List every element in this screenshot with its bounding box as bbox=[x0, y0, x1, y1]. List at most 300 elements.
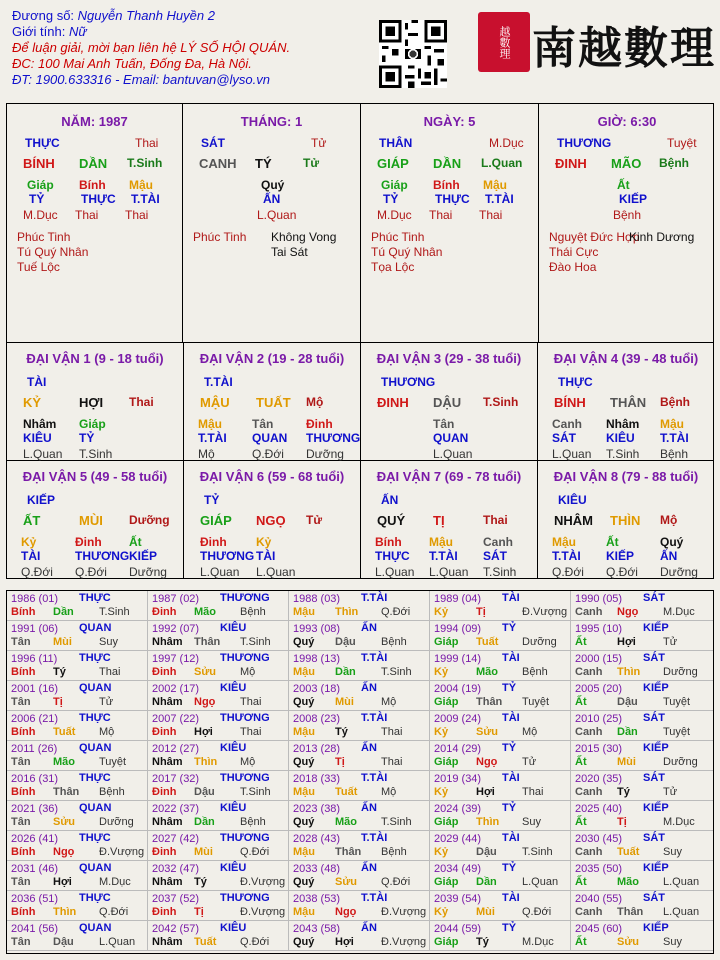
year-branch: Ngọ bbox=[617, 606, 639, 618]
year-cell bbox=[7, 861, 148, 891]
pillar-column bbox=[539, 104, 715, 342]
year-label: 2029 (44) bbox=[434, 833, 482, 845]
year-stem: Mậu bbox=[293, 846, 315, 858]
year-label: 1989 (04) bbox=[434, 593, 482, 605]
hidden-stage: Q.Đới bbox=[75, 565, 107, 579]
year-ten-god: QUAN bbox=[79, 742, 112, 754]
year-label: 2000 (15) bbox=[575, 653, 623, 665]
year-branch: Dậu bbox=[335, 636, 356, 648]
year-ten-god: KIÊU bbox=[220, 622, 247, 634]
year-stem: Kỷ bbox=[434, 846, 449, 858]
red-seal-stamp bbox=[478, 12, 530, 72]
year-cell bbox=[289, 681, 430, 711]
hidden-stem: Tân bbox=[433, 417, 455, 431]
shen-sha-star: Phúc Tinh bbox=[17, 230, 71, 244]
year-branch: Dần bbox=[617, 726, 638, 738]
year-label: 2033 (48) bbox=[293, 863, 341, 875]
hidden-ten-god: T.TÀI bbox=[660, 431, 689, 445]
year-ten-god: TÀI bbox=[502, 592, 520, 604]
year-ten-god: THỰC bbox=[79, 592, 111, 604]
hidden-ten-god: TỶ bbox=[79, 431, 95, 445]
year-label: 2004 (19) bbox=[434, 683, 482, 695]
year-stage: Tử bbox=[99, 696, 114, 708]
dai-van-ten-god: T.TÀI bbox=[204, 375, 233, 389]
dai-van-stem: ĐINH bbox=[377, 395, 409, 410]
hidden-ten-god: KIẾP bbox=[619, 192, 648, 206]
dai-van-branch: DẬU bbox=[433, 395, 462, 410]
hidden-stem: Quý bbox=[660, 535, 684, 549]
year-stem: Nhâm bbox=[152, 636, 183, 648]
year-label: 1997 (12) bbox=[152, 653, 200, 665]
year-stage: Tuyệt bbox=[663, 696, 691, 708]
hidden-stage: Bệnh bbox=[613, 208, 642, 222]
year-cell bbox=[571, 681, 713, 711]
year-branch: Sửu bbox=[53, 816, 76, 828]
year-ten-god: QUAN bbox=[79, 862, 112, 874]
year-stage: Thai bbox=[381, 756, 403, 768]
year-label: 2016 (31) bbox=[11, 773, 59, 785]
year-ten-god: SÁT bbox=[643, 892, 665, 904]
year-stem: Canh bbox=[575, 906, 603, 918]
year-stage: Mộ bbox=[381, 786, 397, 798]
year-branch: Tý bbox=[335, 726, 348, 738]
hidden-ten-god: T.TÀI bbox=[429, 549, 458, 563]
year-ten-god: T.TÀI bbox=[361, 592, 388, 604]
year-stem: Tân bbox=[11, 756, 31, 768]
dai-van-stage: Dưỡng bbox=[129, 513, 170, 527]
year-stage: Tuyệt bbox=[99, 756, 127, 768]
year-stage: T.Sinh bbox=[381, 666, 412, 678]
year-label: 1999 (14) bbox=[434, 653, 482, 665]
year-label: 2028 (43) bbox=[293, 833, 341, 845]
year-stage: Q.Đới bbox=[381, 606, 411, 618]
year-cell bbox=[430, 891, 571, 921]
hidden-stage: M.Dục bbox=[23, 208, 58, 222]
year-branch: Mùi bbox=[335, 696, 354, 708]
year-stem: Tân bbox=[11, 636, 31, 648]
year-branch: Ngọ bbox=[476, 756, 498, 768]
year-ten-god: TỶ bbox=[502, 622, 517, 634]
hidden-ten-god: T.TÀI bbox=[198, 431, 227, 445]
hidden-stage: Bệnh bbox=[660, 447, 689, 461]
dai-van-title: ĐẠI VẬN 6 (59 - 68 tuổi) bbox=[199, 469, 345, 484]
year-label: 2045 (60) bbox=[575, 923, 623, 935]
year-ten-god: ẤN bbox=[361, 922, 377, 934]
hidden-ten-god: KIÊU bbox=[606, 431, 635, 445]
year-ten-god: TỶ bbox=[502, 922, 517, 934]
pillar-stem-state: Tử bbox=[303, 156, 320, 170]
year-cell bbox=[148, 861, 289, 891]
hidden-ten-god: TÀI bbox=[21, 549, 41, 563]
year-branch: Mão bbox=[53, 756, 75, 768]
year-ten-god: T.TÀI bbox=[361, 832, 388, 844]
dai-van-title: ĐẠI VẬN 1 (9 - 18 tuổi) bbox=[26, 351, 164, 366]
year-ten-god: THƯƠNG bbox=[220, 892, 270, 904]
year-ten-god: T.TÀI bbox=[361, 772, 388, 784]
dai-van-branch: MÙI bbox=[79, 513, 103, 528]
dai-van-stage: Tử bbox=[306, 513, 323, 527]
dai-van-ten-god: KIÊU bbox=[558, 493, 587, 507]
year-branch: Thân bbox=[194, 636, 221, 648]
year-stem: Đinh bbox=[152, 846, 177, 858]
year-stage: M.Dục bbox=[522, 936, 554, 948]
pillar-stem-state: L.Quan bbox=[481, 156, 523, 170]
year-ten-god: THỰC bbox=[79, 772, 111, 784]
year-stem: Giáp bbox=[434, 756, 459, 768]
owner-label: Đương số: bbox=[12, 8, 75, 23]
year-ten-god: THƯƠNG bbox=[220, 652, 270, 664]
year-cell bbox=[7, 771, 148, 801]
year-label: 2032 (47) bbox=[152, 863, 200, 875]
dai-van-stem: ẤT bbox=[23, 513, 41, 528]
year-cell bbox=[571, 711, 713, 741]
year-label: 2036 (51) bbox=[11, 893, 59, 905]
pillar-ten-god: THÂN bbox=[379, 136, 413, 150]
hidden-stem: Đinh bbox=[200, 535, 227, 549]
year-stage: Bệnh bbox=[99, 786, 125, 798]
dai-van-title: ĐẠI VẬN 7 (69 - 78 tuổi) bbox=[376, 469, 522, 484]
year-branch: Thìn bbox=[335, 606, 359, 618]
dai-van-stage: T.Sinh bbox=[483, 395, 519, 409]
year-label: 2009 (24) bbox=[434, 713, 482, 725]
year-stem: Ất bbox=[575, 936, 587, 948]
year-stage: Tuyệt bbox=[522, 696, 550, 708]
dai-van-branch: THÂN bbox=[610, 395, 647, 410]
year-label: 1998 (13) bbox=[293, 653, 341, 665]
year-ten-god: ẤN bbox=[361, 682, 377, 694]
year-label: 2017 (32) bbox=[152, 773, 200, 785]
hidden-ten-god: THƯƠNG bbox=[200, 549, 255, 563]
owner-name: Nguyễn Thanh Huyền 2 bbox=[77, 8, 215, 23]
year-stage: Dưỡng bbox=[663, 666, 698, 678]
year-stage: Mộ bbox=[99, 726, 115, 738]
dai-van-cell bbox=[361, 461, 538, 578]
year-stem: Quý bbox=[293, 876, 315, 888]
hidden-stem: Bính bbox=[433, 178, 460, 192]
pillar-branch: DẦN bbox=[79, 156, 108, 171]
year-cell bbox=[571, 771, 713, 801]
hidden-stage: Q.Đới bbox=[21, 565, 53, 579]
year-ten-god: SÁT bbox=[643, 832, 665, 844]
year-stage: Dưỡng bbox=[522, 636, 557, 648]
year-cell bbox=[7, 741, 148, 771]
hidden-ten-god: SÁT bbox=[552, 431, 576, 445]
year-stem: Kỷ bbox=[434, 606, 449, 618]
hidden-stem: Mậu bbox=[129, 178, 153, 192]
year-stem: Kỷ bbox=[434, 786, 449, 798]
year-cell bbox=[571, 891, 713, 921]
year-branch: Tuất bbox=[476, 636, 499, 648]
pillar-stem: ĐINH bbox=[555, 156, 587, 171]
year-stage: Bệnh bbox=[381, 636, 407, 648]
year-label: 2010 (25) bbox=[575, 713, 623, 725]
year-stem: Đinh bbox=[152, 666, 177, 678]
pillar-stage: Thai bbox=[135, 136, 159, 150]
hidden-ten-god: TỶ bbox=[29, 192, 45, 206]
year-cell bbox=[571, 861, 713, 891]
year-branch: Hợi bbox=[53, 876, 72, 888]
year-branch: Tuất bbox=[335, 786, 358, 798]
hidden-stem: Tân bbox=[252, 417, 274, 431]
year-ten-god: SÁT bbox=[643, 652, 665, 664]
year-label: 2006 (21) bbox=[11, 713, 59, 725]
year-ten-god: TÀI bbox=[502, 712, 520, 724]
dai-van-stem: KỶ bbox=[23, 395, 42, 410]
dai-van-stage: Bệnh bbox=[660, 395, 690, 409]
year-ten-god: ẤN bbox=[361, 622, 377, 634]
year-stage: Q.Đới bbox=[522, 906, 552, 918]
year-cell bbox=[289, 711, 430, 741]
year-label: 2035 (50) bbox=[575, 863, 623, 875]
year-ten-god: TÀI bbox=[502, 652, 520, 664]
year-ten-god: QUAN bbox=[79, 922, 112, 934]
hidden-stage: Thai bbox=[429, 208, 453, 222]
year-stem: Mậu bbox=[293, 606, 315, 618]
year-branch: Thân bbox=[335, 846, 362, 858]
year-stem: Quý bbox=[293, 936, 315, 948]
hidden-ten-god: ẤN bbox=[263, 192, 281, 206]
year-label: 2019 (34) bbox=[434, 773, 482, 785]
pillar-branch: DẦN bbox=[433, 156, 462, 171]
pillar-ten-god: THƯƠNG bbox=[557, 136, 612, 150]
year-stem: Tân bbox=[11, 876, 31, 888]
year-branch: Tị bbox=[335, 756, 345, 768]
year-stage: M.Dục bbox=[663, 816, 695, 828]
year-branch: Dậu bbox=[617, 696, 638, 708]
hidden-stem: Bính bbox=[375, 535, 402, 549]
hidden-stem: Mậu bbox=[198, 417, 222, 431]
year-stage: Thai bbox=[240, 726, 262, 738]
year-cell bbox=[430, 681, 571, 711]
year-cell bbox=[289, 861, 430, 891]
year-label: 2014 (29) bbox=[434, 743, 482, 755]
year-cell bbox=[430, 921, 571, 951]
dai-van-stem: BÍNH bbox=[554, 395, 586, 410]
year-cell bbox=[148, 711, 289, 741]
hidden-ten-god: THƯƠNG bbox=[306, 431, 361, 445]
brand-logo: 南越數理 bbox=[532, 23, 716, 74]
year-label: 2040 (55) bbox=[575, 893, 623, 905]
hidden-stem: Kỷ bbox=[21, 535, 37, 549]
year-stem: Quý bbox=[293, 756, 315, 768]
year-label: 2007 (22) bbox=[152, 713, 200, 725]
year-ten-god: KIÊU bbox=[220, 802, 247, 814]
hidden-stage: Thai bbox=[75, 208, 99, 222]
hidden-stem: Giáp bbox=[27, 178, 54, 192]
hidden-ten-god: THỰC bbox=[435, 192, 470, 206]
year-ten-god: KIẾP bbox=[643, 922, 669, 934]
year-branch: Hợi bbox=[194, 726, 213, 738]
year-stage: Bệnh bbox=[381, 846, 407, 858]
year-branch: Tị bbox=[617, 816, 627, 828]
year-branch: Hợi bbox=[476, 786, 495, 798]
year-cell bbox=[289, 771, 430, 801]
year-cell bbox=[148, 771, 289, 801]
year-stem: Giáp bbox=[434, 936, 459, 948]
dai-van-cell bbox=[538, 461, 714, 578]
year-label: 2044 (59) bbox=[434, 923, 482, 935]
year-stem: Kỷ bbox=[434, 726, 449, 738]
year-label: 1992 (07) bbox=[152, 623, 200, 635]
dai-van-branch: TỊ bbox=[433, 513, 445, 528]
year-stem: Nhâm bbox=[152, 816, 183, 828]
year-label: 2013 (28) bbox=[293, 743, 341, 755]
year-branch: Dần bbox=[194, 816, 215, 828]
hidden-stage: Q.Đới bbox=[606, 565, 638, 579]
year-label: 2026 (41) bbox=[11, 833, 59, 845]
year-cell bbox=[148, 891, 289, 921]
year-label: 2037 (52) bbox=[152, 893, 200, 905]
dai-van-stage: Thai bbox=[129, 395, 154, 409]
year-cell bbox=[289, 831, 430, 861]
year-cell bbox=[7, 801, 148, 831]
year-stem: Canh bbox=[575, 666, 603, 678]
hidden-ten-god: SÁT bbox=[483, 549, 507, 563]
year-branch: Dậu bbox=[476, 846, 497, 858]
year-stage: T.Sinh bbox=[240, 636, 271, 648]
year-branch: Mão bbox=[476, 666, 498, 678]
year-stage: Mộ bbox=[240, 756, 256, 768]
year-label: 1987 (02) bbox=[152, 593, 200, 605]
year-cell bbox=[289, 891, 430, 921]
hidden-stem: Đinh bbox=[75, 535, 102, 549]
year-branch: Mùi bbox=[53, 636, 72, 648]
year-stage: Mộ bbox=[381, 696, 397, 708]
year-stage: Dưỡng bbox=[99, 816, 134, 828]
year-stem: Mậu bbox=[293, 786, 315, 798]
year-stage: Q.Đới bbox=[381, 876, 411, 888]
hidden-ten-god: KIẾP bbox=[129, 549, 158, 563]
year-cell bbox=[289, 921, 430, 951]
dai-van-cell bbox=[361, 343, 538, 460]
pillar-title: THÁNG: 1 bbox=[240, 114, 303, 129]
year-label: 2003 (18) bbox=[293, 683, 341, 695]
year-label: 2031 (46) bbox=[11, 863, 59, 875]
year-cell bbox=[571, 801, 713, 831]
hidden-stem: Giáp bbox=[79, 417, 106, 431]
year-stage: Tử bbox=[663, 636, 678, 648]
shen-sha-star: Tú Quý Nhân bbox=[371, 245, 443, 259]
year-branch: Hợi bbox=[335, 936, 354, 948]
dai-van-stem: QUÝ bbox=[377, 513, 406, 528]
shen-sha-star: Tai Sát bbox=[271, 245, 308, 259]
shen-sha-star: Thái Cực bbox=[549, 245, 599, 259]
dai-van-branch: HỢI bbox=[79, 395, 104, 410]
hidden-stage: Dưỡng bbox=[660, 565, 698, 579]
year-stem: Kỷ bbox=[434, 666, 449, 678]
dai-van-cell bbox=[184, 461, 361, 578]
year-stage: T.Sinh bbox=[381, 816, 412, 828]
year-ten-god: QUAN bbox=[79, 682, 112, 694]
hidden-stem: Mậu bbox=[429, 535, 453, 549]
year-cell bbox=[148, 681, 289, 711]
year-ten-god: THỰC bbox=[79, 832, 111, 844]
dai-van-row-1 bbox=[6, 343, 714, 461]
year-branch: Thìn bbox=[194, 756, 218, 768]
year-stem: Kỷ bbox=[434, 906, 449, 918]
hidden-stem: Mậu bbox=[483, 178, 507, 192]
year-stem: Tân bbox=[11, 816, 31, 828]
year-branch: Thìn bbox=[476, 816, 500, 828]
year-stage: Đ.Vượng bbox=[99, 846, 145, 858]
year-cell bbox=[148, 591, 289, 621]
dai-van-title: ĐẠI VẬN 3 (29 - 38 tuổi) bbox=[376, 351, 522, 366]
pillar-stem: BÍNH bbox=[23, 156, 55, 171]
year-stem: Giáp bbox=[434, 636, 459, 648]
hidden-ten-god: T.TÀI bbox=[131, 192, 160, 206]
year-stem: Mậu bbox=[293, 726, 315, 738]
year-cell bbox=[571, 651, 713, 681]
pillar-ten-god: THỰC bbox=[25, 136, 60, 150]
year-cell bbox=[430, 861, 571, 891]
year-stem: Quý bbox=[293, 636, 315, 648]
seal-text: 越數理 bbox=[498, 25, 511, 59]
year-cell bbox=[289, 591, 430, 621]
year-label: 2008 (23) bbox=[293, 713, 341, 725]
shen-sha-star: Đào Hoa bbox=[549, 260, 597, 274]
year-ten-god: KIẾP bbox=[643, 622, 669, 634]
hidden-stage: L.Quan bbox=[23, 447, 63, 461]
year-stem: Ất bbox=[575, 876, 587, 888]
year-stem: Ất bbox=[575, 696, 587, 708]
pillar-stem: CANH bbox=[199, 156, 237, 171]
dai-van-ten-god: KIẾP bbox=[27, 493, 56, 507]
hidden-ten-god: QUAN bbox=[252, 431, 288, 445]
year-stem: Canh bbox=[575, 786, 603, 798]
year-stage: Mộ bbox=[522, 726, 538, 738]
year-ten-god: TỶ bbox=[502, 862, 517, 874]
pillar-stage: Tuyệt bbox=[667, 136, 697, 150]
year-cell bbox=[7, 681, 148, 711]
year-stem: Giáp bbox=[434, 816, 459, 828]
pillar-title: GIỜ: 6:30 bbox=[597, 114, 657, 129]
pillar-column bbox=[183, 104, 361, 342]
hidden-ten-god: THỰC bbox=[81, 192, 116, 206]
year-stage: L.Quan bbox=[522, 876, 559, 888]
hidden-stem: Mậu bbox=[552, 535, 576, 549]
dai-van-ten-god: THỰC bbox=[558, 375, 593, 389]
year-stage: Thai bbox=[381, 726, 403, 738]
dai-van-title: ĐẠI VẬN 5 (49 - 58 tuổi) bbox=[22, 469, 168, 484]
year-cell bbox=[430, 621, 571, 651]
dai-van-title: ĐẠI VẬN 8 (79 - 88 tuổi) bbox=[553, 469, 699, 484]
dai-van-cell bbox=[7, 461, 184, 578]
hidden-stage: L.Quan bbox=[433, 447, 473, 461]
hidden-stage: Q.Đới bbox=[252, 447, 284, 461]
hidden-stem: Ất bbox=[129, 535, 142, 549]
year-label: 1991 (06) bbox=[11, 623, 59, 635]
year-branch: Sửu bbox=[194, 666, 217, 678]
year-label: 2030 (45) bbox=[575, 833, 623, 845]
year-ten-god: T.TÀI bbox=[361, 652, 388, 664]
year-label: 1996 (11) bbox=[11, 653, 58, 665]
year-stem: Ất bbox=[575, 816, 587, 828]
year-stage: T.Sinh bbox=[240, 786, 271, 798]
shen-sha-star: Phúc Tinh bbox=[193, 230, 247, 244]
year-stage: Thai bbox=[522, 786, 544, 798]
year-label: 2039 (54) bbox=[434, 893, 482, 905]
year-branch: Mão bbox=[194, 606, 216, 618]
year-ten-god: TÀI bbox=[502, 772, 520, 784]
year-ten-god: KIÊU bbox=[220, 742, 247, 754]
year-stage: Đ.Vượng bbox=[240, 906, 286, 918]
dai-van-branch: TUẤT bbox=[256, 395, 291, 410]
year-label: 2001 (16) bbox=[11, 683, 59, 695]
shen-sha-star: Không Vong bbox=[271, 230, 337, 244]
year-cell bbox=[289, 801, 430, 831]
dai-van-stage: Mộ bbox=[660, 513, 678, 527]
pillar-column bbox=[361, 104, 539, 342]
